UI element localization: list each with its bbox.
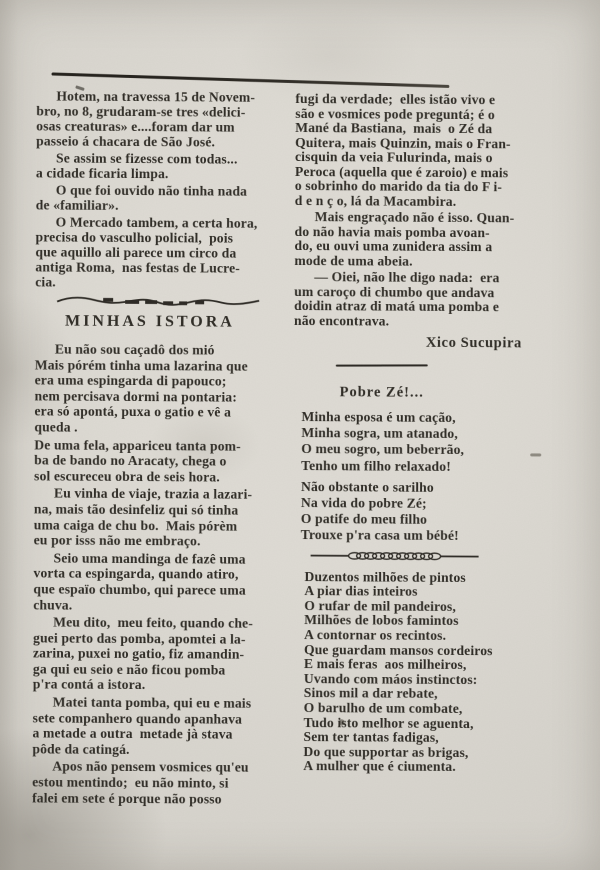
text-line: era só apontá, puxa o gatio e vê a: [34, 403, 232, 420]
text-line: a metade a outra metade jà stava: [32, 725, 233, 742]
text-line: Mais pórém tinha uma lazarina que: [34, 356, 248, 374]
text-line: do não havia mais pomba avoan-: [294, 223, 490, 240]
poem-line: Minha esposa é um cação,: [301, 409, 456, 425]
text-line: o sobrinho do marido da tia do F i-: [294, 177, 503, 195]
second-poem: [291, 570, 562, 776]
text-line: são e vosmices pode preguntá; é o: [295, 105, 495, 122]
poem-line: Não obstante o sarilho: [300, 478, 434, 495]
story-paragraph: [32, 759, 290, 807]
text-line: queda .: [34, 419, 78, 435]
text-line: Matei tanta pomba, qui eu e mais: [52, 694, 252, 711]
text-line: eu por isss não me embraço.: [33, 532, 201, 549]
news-paragraph: [36, 150, 294, 182]
text-line: Hotem, na travessa 15 de Novem-: [56, 88, 256, 105]
poem-line: Do que supportar as brigas,: [303, 743, 469, 760]
right-column: [291, 92, 565, 776]
squiggle-divider: [55, 294, 261, 309]
poem-line: Tudo isto melhor se aguenta,: [303, 714, 474, 731]
poem-line: O meu sogro, um beberrão,: [301, 441, 465, 458]
left-column: [32, 88, 294, 809]
text-line: não encontrava.: [293, 312, 390, 329]
text-line: nem percisava dormi na pontaria:: [34, 388, 238, 405]
poem-line: Uvando com máos instinctos:: [303, 670, 478, 687]
text-line: precisa do vasculho policial, pois: [35, 229, 234, 246]
text-line: O Mercado tambem, a certa hora,: [55, 214, 258, 231]
text-line: doidin atraz di matá uma pomba e: [294, 297, 500, 315]
poem-line: Que guardam mansos cordeiros: [303, 641, 493, 658]
text-line: de «familiar».: [35, 197, 119, 213]
text-line: mode de uma abeia.: [294, 252, 413, 269]
text-line: Se assim se fizesse com todas...: [55, 150, 238, 167]
text-line: cisquin da veia Fulurinda, mais o: [294, 148, 493, 166]
text-line: antiga Roma, nas festas de Lucre-: [35, 259, 241, 276]
continuation-paragraph: [294, 210, 564, 270]
continuation-paragraph: [294, 270, 564, 330]
story-paragraph: [33, 614, 291, 694]
poem-line: Trouxe p'ra casa um bébé!: [300, 527, 459, 544]
text-line: Peroca (aquella que é zaroio) e mais: [294, 163, 509, 180]
text-line: Eu vinha de viaje, trazia a lazari-: [53, 485, 253, 503]
poem-line: O rufar de mil pandeiros,: [304, 597, 457, 614]
text-line: ba de bando no Aracaty, chega o: [34, 452, 227, 469]
text-line: osas creaturas» e....foram dar um: [36, 118, 235, 135]
top-rule-divider: [51, 72, 449, 88]
poem-line: Sem ter tantas fadigas,: [303, 729, 439, 746]
text-line: a cidade ficaria limpa.: [35, 165, 169, 182]
poem-line: Tenho um filho relaxado!: [301, 457, 451, 474]
text-line: do, eu ouvi uma zunidera assim a: [294, 237, 493, 255]
text-line: um caroço di chumbo que andava: [294, 283, 495, 300]
text-line: ga qui eu seio e não ficou pomba: [32, 661, 226, 678]
chain-ornament-divider: [309, 549, 481, 563]
text-line: De uma fela, appariceu tanta pom-: [34, 436, 241, 454]
text-line: bro, no 8, grudaram-se tres «delici-: [36, 103, 246, 120]
continuation-paragraph: [295, 92, 566, 210]
text-line: Meu dito, meu feito, quando che-: [53, 614, 254, 631]
text-line: — Oiei, não lhe digo nada: era: [314, 269, 500, 286]
short-rule-divider: [336, 364, 428, 366]
story-paragraph: [32, 694, 290, 758]
text-line: que espaïo chumbo, qui parece uma: [33, 581, 246, 598]
story-paragraph: [34, 486, 292, 550]
text-line: na, mais tão desinfeliz qui só tinha: [33, 501, 239, 518]
poem-line: O barulho de um combate,: [303, 700, 463, 716]
text-line: cia.: [35, 274, 56, 290]
text-line: que aquillo ali parece um circo da: [35, 244, 237, 261]
text-line: uma caiga de chu bo. Mais pórèm: [33, 516, 238, 534]
news-paragraph: [36, 88, 294, 150]
poem-line: Sinos mil a dar rebate,: [303, 685, 438, 702]
text-line: Seio uma mandinga de fazê uma: [53, 550, 246, 567]
text-line: Eu não sou caçadô dos mió: [54, 341, 215, 358]
text-line: estou mentindo; eu não minto, si: [32, 774, 229, 791]
text-line: era uma espingarda di papouco;: [34, 372, 227, 389]
news-paragraph: [36, 182, 294, 214]
text-line: vorta ca espingarda, quando atiro,: [33, 565, 239, 582]
poem-line: A mulher que é ciumenta.: [303, 758, 456, 775]
story-paragraph: [34, 341, 293, 436]
text-line: zarina, puxei no gatio, fiz amandin-: [32, 645, 245, 662]
text-line: sete companhero quando apanhava: [32, 710, 243, 727]
text-line: falei em sete é porque não posso: [32, 790, 222, 807]
story-paragraph: [34, 437, 292, 485]
poem-line: Duzentos milhões de pintos: [304, 568, 466, 585]
section-title: MINHAS ISTORA: [64, 312, 235, 331]
story-paragraph: [33, 550, 291, 614]
news-paragraphs: [35, 88, 294, 291]
continuation-paragraphs: [294, 92, 565, 330]
poem-stanza: [293, 409, 563, 475]
text-line: Quitera, mais Quinzin, mais o Fran-: [295, 134, 511, 151]
text-line: guei perto das pomba, apomtei a la-: [33, 630, 246, 647]
story-paragraphs: [32, 341, 293, 807]
text-line: pôde da catingá.: [32, 741, 130, 757]
text-line: fugi da verdade; elles istão vivo e: [295, 90, 496, 108]
poem-line: Milhões de lobos famintos: [304, 612, 459, 629]
news-paragraph: [35, 214, 293, 291]
poem-line: A piar dias inteiros: [304, 583, 418, 599]
text-line: sol escureceu obra de seis hora.: [34, 468, 220, 485]
text-line: passeio á chacara de São José.: [36, 133, 216, 150]
text-line: p'ra contá a istora.: [32, 676, 146, 693]
text-line: Mais engraçado não é isso. Quan-: [314, 209, 515, 226]
poem-line: A contornar os recintos.: [304, 627, 447, 643]
poem-stanzas: [293, 409, 564, 545]
poem-line: O patife do meu filho: [300, 511, 428, 528]
text-line: d e n ç o, lá da Macambira.: [294, 192, 457, 209]
text-line: chuva.: [33, 596, 73, 613]
poem-line: Minha sogra, um atanado,: [301, 425, 458, 442]
poem-title: Pobre Zé!...: [339, 384, 424, 401]
poem-stanza: [293, 479, 563, 545]
text-line: Apos não pensem vosmices qu'eu: [52, 758, 249, 776]
text-line: O que foi ouvido não tinha nada: [55, 182, 248, 199]
author-signature: Xico Sucupira: [425, 334, 522, 352]
poem-line: Na vida do pobre Zé;: [300, 495, 427, 511]
poem-line: E mais feras aos milheiros,: [303, 656, 467, 673]
text-line: Mané da Bastiana, mais o Zé da: [295, 119, 493, 137]
